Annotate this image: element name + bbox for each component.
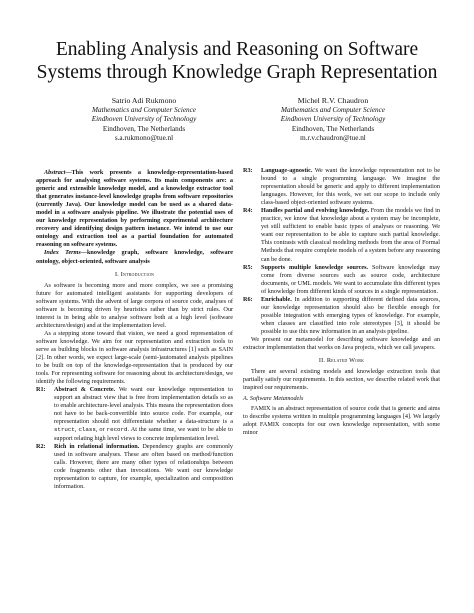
section-heading-related-work: II. Related Work — [318, 357, 365, 365]
requirement-label: R1: — [36, 386, 46, 394]
abstract-text: —This work presents a knowledge-representation-based approach for analysing software systems. Its main components are: a generic and extensible knowledge model, and a knowledge extractor tool that generates instance-level knowledge graphs from software repositories (currently Java). Our knowledge model can be used as a shared data-model in a software analysis pipeline. We illustrate the potential uses of our knowledge representation by performing experimental architecture recovery and identifying design pattern instance. We intend to use our ontology and extraction tool as a partial foundation for automated reasoning on software systems. — [36, 169, 233, 249]
requirement-r6 — [243, 296, 440, 336]
requirement-heading: Rich in relational information. — [54, 442, 140, 450]
author-city: Eindhoven, The Netherlands — [102, 124, 186, 133]
author-block-1 — [49, 96, 239, 144]
requirement-heading: Supports multiple knowledge sources. — [261, 263, 369, 271]
code-record: record — [106, 426, 128, 434]
author-city: Eindhoven, The Netherlands — [291, 124, 375, 133]
author-dept: Mathematics and Computer Science — [281, 105, 385, 114]
requirement-text: From the models we find in practice, we know that knowledge about a system may be incomplete, yet still sufficient to enable basic types of analyses or reasoning. We want our representation to be able to capture such partial knowledge. This contrasts with classical modeling methods from the area of Formal Methods that require complete models of a system before any reasoning can be done. — [261, 207, 440, 263]
requirement-text: Dependency graphs are commonly used in software analyses. These are often based on method/function calls. However, there are many other types of relationships between code fragments other than invocations. We want our knowledge representation to capture, for example, specialization and composition information. — [54, 442, 233, 490]
requirement-text: In addition to supporting different defined data sources, our knowledge representation should also be flexible enough for possible integration with emerging types of knowledge. For example, when classes are classified into role stereotypes [3], it should be possible to use this new information in an analysis pipeline. — [261, 295, 440, 335]
author-email: s.a.rukmono@tue.nl — [114, 134, 174, 143]
index-terms — [36, 249, 233, 265]
code-class: class — [78, 426, 96, 434]
abstract-lead: Abstract — [44, 169, 66, 176]
requirement-label: R2: — [36, 442, 46, 450]
right-column — [243, 167, 440, 438]
requirement-text: We want the knowledge representation not to be bound to a single programming language. We imagine the representation should be generic and apply to different implementation languages. However, for this work, we set our scope to include only class-based object-oriented software systems. — [261, 167, 440, 207]
paper-title — [0, 38, 474, 84]
requirement-label: R5: — [243, 263, 253, 271]
author-name: Michel R.V. Chaudron — [297, 96, 369, 105]
requirement-label: R3: — [243, 167, 253, 174]
requirement-r5 — [243, 264, 440, 296]
subsection-heading-software-metamodels: A. Software Metamodels — [243, 395, 304, 403]
requirement-r1: R1: Abstract & Concrete. We want our knowledge representation to support an abstract view that is free from implementation details so as to enable architecture-level analysis. This means the representation does not have to be back-convertible into source code. For example, our representation should not differentiate whether a data-structure is a struct, class, or record. At the same time, we want to be able to support relating high level views to concrete implementation level. — [36, 386, 233, 442]
intro-paragraph-1: As software is becoming more and more complex, we see a promising future for automated intelligent assistants for supporting developers of software systems. With the advent of large corpora of source code, analyses of software is becoming driven by heuristics rather than by strict rules. Our interest is in being able to analyse software both at a high level (software architecture/design) and at the implementation level. — [36, 281, 233, 329]
index-terms-text: —knowledge graph, software knowledge, software ontology, object-oriented, software analysis — [36, 249, 233, 265]
requirement-r2 — [36, 443, 233, 491]
author-email: m.r.v.chaudron@tue.nl — [300, 134, 366, 143]
author-university: Eindhoven University of Technology — [91, 115, 197, 124]
left-column — [36, 169, 233, 491]
requirement-r3 — [243, 167, 440, 207]
author-university: Eindhoven University of Technology — [280, 115, 386, 124]
requirement-heading: Handles partial and evolving knowledge. — [261, 207, 370, 215]
code-struct: struct — [54, 426, 75, 434]
famix-paragraph: FAMIX is an abstract representation of source code that is generic and aims to describe systems written in multiple programming languages [4]. We largely adopt FAMIX concepts for our own knowledge representation, with some minor — [243, 405, 440, 437]
abstract — [36, 169, 233, 249]
author-name: Satrio Adi Rukmono — [111, 96, 177, 105]
requirement-heading: Abstract & Concrete. — [54, 386, 116, 394]
index-terms-lead: Index Terms — [44, 249, 81, 257]
title-line-1: Enabling Analysis and Reasoning on Software — [55, 39, 419, 60]
requirement-heading: Enrichable. — [261, 295, 292, 303]
author-block-2 — [238, 96, 428, 144]
requirement-text: Software knowledge may come from diverse sources such as source code, architecture documents, or UML models. We want to accumulate this different types of knowledge from different kinds of sources in a single representation. — [261, 263, 440, 295]
title-line-2: Systems through Knowledge Graph Representation — [36, 62, 438, 83]
requirement-label: R4: — [243, 207, 253, 215]
requirement-label: R6: — [243, 295, 253, 303]
related-work-paragraph: There are several existing models and knowledge extraction tools that partially satisfy our requirements. In this section, we describe related work that inspired our requirements. — [243, 368, 440, 392]
author-dept: Mathematics and Computer Science — [92, 105, 196, 114]
intro-paragraph-2: As a stepping stone toward that vision, we need a good representation of software knowledge. We aim for our representation and extraction tools to serve as building blocks in software analysis infrastructures [1] such as SAIN [2]. In other words, we expect large-scale (semi-)automated analysis pipelines to be built on top of the knowledge-representation that is produced by our tools. For representing software for reasoning about its architecture/design, we identify the following requirements. — [36, 329, 233, 386]
requirement-heading: Language-agnostic. — [261, 167, 313, 174]
section-heading-introduction: I. Introduction — [114, 270, 155, 278]
closing-paragraph: We present our metamodel for describing software knowledge and an extractor implementation that works on Java projects, which we call javapers. — [243, 335, 440, 352]
requirement-r4 — [243, 207, 440, 263]
